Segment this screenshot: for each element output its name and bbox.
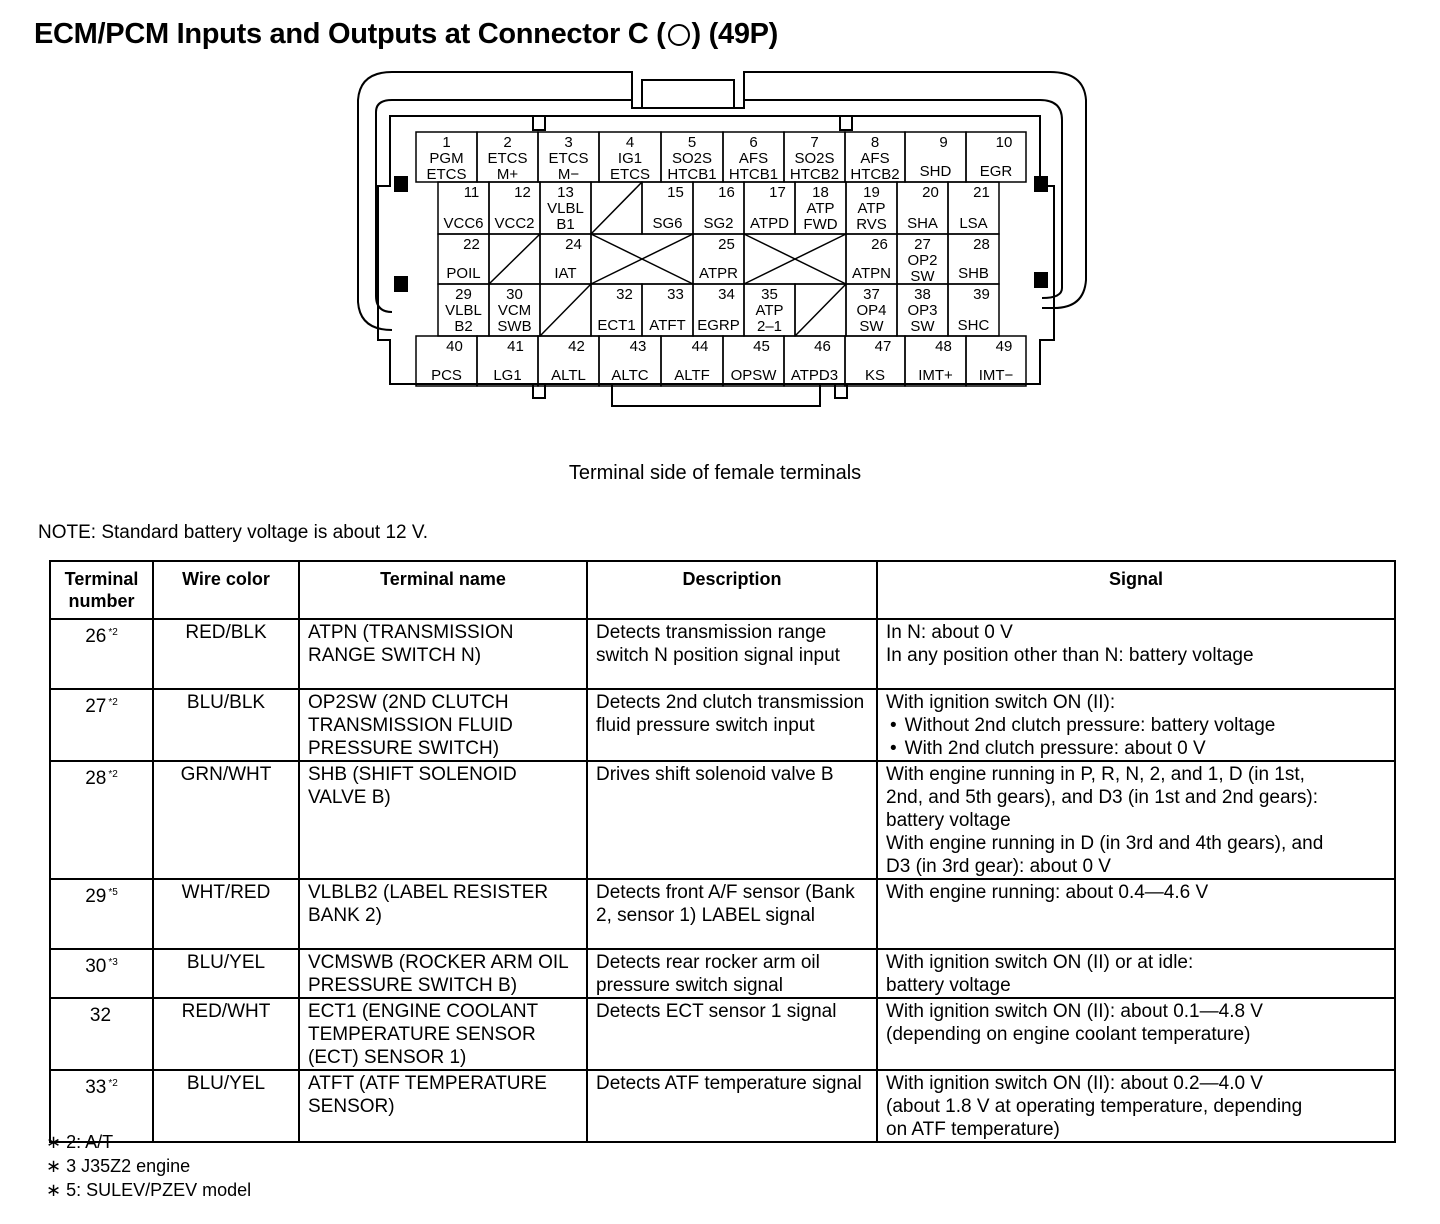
description-cell: Detects transmission range switch N position signal input <box>587 619 877 689</box>
lock-tab-icon <box>1034 272 1048 288</box>
wire-color-cell: WHT/RED <box>153 879 299 949</box>
signal-line: on ATF temperature) <box>886 1119 1060 1140</box>
signal-bullet-line: • Without 2nd clutch pressure: battery voltage <box>886 714 1386 737</box>
pin-number: 22 <box>463 236 480 253</box>
pin-number: 12 <box>514 184 531 201</box>
pin-number: 16 <box>718 184 735 201</box>
pin-label: ALTC <box>611 367 649 384</box>
pin-label: IG1 <box>617 150 643 167</box>
pin-number: 39 <box>973 286 990 303</box>
terminal-number-cell <box>50 879 153 949</box>
wire-color-cell: BLU/YEL <box>153 949 299 998</box>
pin-label: ATPN <box>852 265 891 282</box>
pin-label: ATPD3 <box>790 367 839 384</box>
signal-bullet-line: • With 2nd clutch pressure: about 0 V <box>886 737 1386 760</box>
connector-key-tab <box>533 116 545 130</box>
signal-line: With engine running in P, R, N, 2, and 1, D (in 1st, <box>886 764 1305 785</box>
wire-color-cell: RED/WHT <box>153 998 299 1070</box>
empty-cavity-mark <box>591 182 642 234</box>
pin-label: IMT+ <box>918 367 953 384</box>
signal-line: In any position other than N: battery voltage <box>886 645 1254 666</box>
pin-label: SW <box>910 318 935 335</box>
empty-cavity-mark <box>795 284 846 336</box>
terminal-number-cell <box>50 949 153 998</box>
table-header-row <box>50 561 1395 619</box>
connector-caption: Terminal side of female terminals <box>568 462 862 484</box>
pin-label: EGR <box>979 163 1013 180</box>
signal-cell <box>877 689 1395 761</box>
signal-line: 2nd, and 5th gears), and D3 (in 1st and 2nd gears): <box>886 787 1318 808</box>
signal-line: (about 1.8 V at operating temperature, depending <box>886 1096 1303 1117</box>
pin-number: 5 <box>687 134 697 151</box>
footnote-ref: *2 <box>108 769 118 780</box>
description-cell: Drives shift solenoid valve B <box>587 761 877 879</box>
pin-label: SW <box>859 318 884 335</box>
pin-number: 49 <box>995 338 1013 355</box>
description-cell: Detects ECT sensor 1 signal <box>587 998 877 1070</box>
pin-label: HTCB1 <box>728 166 779 183</box>
footnote-ref: *2 <box>108 627 118 638</box>
pin-label: SHA <box>907 215 938 232</box>
pin-label: OP2 <box>907 252 938 269</box>
pin-label: VLBL <box>445 302 482 319</box>
note: NOTE: Standard battery voltage is about 12 V. <box>38 522 429 543</box>
connector-symbol-icon <box>668 24 690 46</box>
empty-cavity-mark <box>540 284 591 336</box>
pin-label: IAT <box>554 265 577 282</box>
pin-number: 29 <box>455 286 472 303</box>
pin-number: 4 <box>625 134 635 151</box>
signal-line: battery voltage <box>886 810 1011 831</box>
pin-number: 25 <box>718 236 735 253</box>
description-cell: Detects ATF temperature signal <box>587 1070 877 1142</box>
pin-label: 2–1 <box>756 318 783 335</box>
pin-number: 13 <box>557 184 574 201</box>
signal-line: (depending on engine coolant temperature) <box>886 1024 1251 1045</box>
description-cell: Detects front A/F sensor (Bank 2, sensor 1) LABEL signal <box>587 879 877 949</box>
wire-color-cell: BLU/BLK <box>153 689 299 761</box>
wire-color-cell: BLU/YEL <box>153 1070 299 1142</box>
pin-label: EGRP <box>697 317 740 334</box>
pin-number: 44 <box>691 338 709 355</box>
pin-number: 41 <box>507 338 524 355</box>
pin-label: POIL <box>446 265 481 282</box>
table-row <box>50 689 1395 761</box>
signal-line: D3 (in 3rd gear): about 0 V <box>886 856 1111 877</box>
signal-cell <box>877 761 1395 879</box>
pin-number: 43 <box>629 338 647 355</box>
pin-number: 35 <box>761 286 778 303</box>
terminal-name-cell: VCMSWB (ROCKER ARM OIL PRESSURE SWITCH B) <box>299 949 587 998</box>
terminal-number: 27 <box>85 696 107 717</box>
pin-label: B1 <box>556 216 575 233</box>
pin-label: SG6 <box>652 215 683 232</box>
pin-number: 32 <box>616 286 633 303</box>
pin-label: IMT− <box>978 367 1014 384</box>
terminal-name-cell: ECT1 (ENGINE COOLANT TEMPERATURE SENSOR (ECT) SENSOR 1) <box>299 998 587 1070</box>
description-cell: Detects 2nd clutch transmission fluid pressure switch input <box>587 689 877 761</box>
terminal-number: 30 <box>85 956 107 977</box>
pin-label: M− <box>557 166 580 183</box>
pin-label: PGM <box>429 150 464 167</box>
footnote: ∗ 5: SULEV/PZEV model <box>46 1180 252 1200</box>
wire-color-cell: GRN/WHT <box>153 761 299 879</box>
empty-cavity-mark <box>489 234 540 284</box>
pin-label: VCC2 <box>494 215 535 232</box>
pin-label: HTCB2 <box>789 166 840 183</box>
pin-label: ATFT <box>649 317 686 334</box>
pin-label: HTCB1 <box>667 166 717 183</box>
table-row <box>50 949 1395 998</box>
footnote: ∗ 3 J35Z2 engine <box>46 1156 191 1176</box>
signal-cell <box>877 879 1395 949</box>
connector-bottom-key <box>612 384 820 406</box>
pin-label: OP4 <box>856 302 887 319</box>
pin-number: 7 <box>810 134 819 151</box>
terminal-name-cell: VLBLB2 (LABEL RESISTER BANK 2) <box>299 879 587 949</box>
pin-number: 40 <box>446 338 463 355</box>
table-row <box>50 761 1395 879</box>
pin-number: 10 <box>995 134 1013 151</box>
pin-label: ETCS <box>548 150 589 167</box>
pin-number: 42 <box>568 338 585 355</box>
connector-key-tab <box>840 116 852 130</box>
pin-number: 45 <box>753 338 770 355</box>
pin-number: 6 <box>749 134 758 151</box>
footnote-ref: *2 <box>108 697 118 708</box>
connector-diagram <box>350 66 1090 416</box>
pin-label: VLBL <box>547 200 584 217</box>
terminal-name-cell: SHB (SHIFT SOLENOID VALVE B) <box>299 761 587 879</box>
pin-label: SG2 <box>703 215 734 232</box>
signal-cell <box>877 998 1395 1070</box>
pin-number: 28 <box>973 236 990 253</box>
signal-cell <box>877 1070 1395 1142</box>
pin-number: 46 <box>814 338 831 355</box>
io-table <box>49 560 1396 1143</box>
footnote-ref: *5 <box>108 887 118 898</box>
pin-label: ETCS <box>487 150 528 167</box>
signal-line: With engine running: about 0.4—4.6 V <box>886 882 1209 903</box>
pin-label: HTCB2 <box>850 166 900 183</box>
pin-label: VCC6 <box>443 215 484 232</box>
pin-number: 17 <box>769 184 786 201</box>
pin-number: 33 <box>667 286 684 303</box>
pin-label: SHB <box>958 265 989 282</box>
pin-number: 47 <box>874 338 892 355</box>
pin-number: 3 <box>564 134 573 151</box>
pin-label: ALTF <box>674 367 710 384</box>
footnote: ∗ 2: A/T <box>46 1132 114 1152</box>
pin-label: M+ <box>496 166 519 183</box>
terminal-number-cell <box>50 761 153 879</box>
header-terminal-number: Terminal number <box>50 561 153 619</box>
lock-tab-icon <box>394 176 408 192</box>
pin-label: ATP <box>755 302 784 319</box>
pin-label: OPSW <box>730 367 777 384</box>
pin-label: PCS <box>431 367 462 384</box>
pin-number: 48 <box>935 338 952 355</box>
pin-number: 18 <box>812 184 829 201</box>
pin-label: ATP <box>857 200 886 217</box>
terminal-number: 29 <box>85 886 107 907</box>
signal-cell <box>877 619 1395 689</box>
pin-label: ALTL <box>551 367 586 384</box>
signal-line: battery voltage <box>886 975 1011 996</box>
pin-number: 9 <box>939 134 948 151</box>
pin-label: OP3 <box>907 302 938 319</box>
header-wire-color: Wire color <box>153 561 299 619</box>
pin-label: SO2S <box>794 150 835 167</box>
description-cell: Detects rear rocker arm oil pressure switch signal <box>587 949 877 998</box>
pin-label: LG1 <box>493 367 522 384</box>
pin-number: 15 <box>667 184 684 201</box>
terminal-number: 26 <box>85 626 107 647</box>
table-row <box>50 619 1395 689</box>
table-row <box>50 1070 1395 1142</box>
pin-number: 24 <box>565 236 582 253</box>
pin-label: FWD <box>803 216 838 233</box>
terminal-number: 33 <box>85 1077 107 1098</box>
pin-label: B2 <box>454 318 473 335</box>
signal-line: With ignition switch ON (II): about 0.2—4.0 V <box>886 1073 1263 1094</box>
pin-number: 26 <box>871 236 888 253</box>
signal-line: With engine running in D (in 3rd and 4th gears), and <box>886 833 1324 854</box>
page-title: ECM/PCM Inputs and Outputs at Connector C ( ) (49P) <box>34 18 779 50</box>
pin-label: ECT1 <box>597 317 636 334</box>
pin-label: VCM <box>497 302 532 319</box>
footnote-ref: *3 <box>108 957 118 968</box>
pin-number: 19 <box>863 184 880 201</box>
terminal-name-cell: OP2SW (2ND CLUTCH TRANSMISSION FLUID PRESSURE SWITCH) <box>299 689 587 761</box>
pin-number: 38 <box>914 286 931 303</box>
terminal-number-cell <box>50 689 153 761</box>
pin-label: KS <box>864 367 886 384</box>
signal-line: With ignition switch ON (II): <box>886 692 1116 713</box>
terminal-number-cell <box>50 998 153 1070</box>
connector-latch <box>642 80 734 108</box>
terminal-number: 32 <box>89 1005 112 1026</box>
terminal-number-cell <box>50 619 153 689</box>
terminal-name-cell: ATPN (TRANSMISSION RANGE SWITCH N) <box>299 619 587 689</box>
pin-label: SHD <box>919 163 952 180</box>
header-terminal-name: Terminal name <box>299 561 587 619</box>
pin-number: 2 <box>503 134 512 151</box>
pin-number: 21 <box>973 184 990 201</box>
signal-line: In N: about 0 V <box>886 622 1013 643</box>
pin-label: AFS <box>860 150 890 167</box>
pin-label: SHC <box>957 317 990 334</box>
signal-line: With ignition switch ON (II): about 0.1—4.8 V <box>886 1001 1263 1022</box>
terminal-name-cell: ATFT (ATF TEMPERATURE SENSOR) <box>299 1070 587 1142</box>
pin-number: 34 <box>718 286 735 303</box>
pin-label: ETCS <box>426 166 467 183</box>
wire-color-cell: RED/BLK <box>153 619 299 689</box>
footnote-ref: *2 <box>108 1078 118 1089</box>
pin-number: 20 <box>922 184 939 201</box>
signal-line: With ignition switch ON (II) or at idle: <box>886 952 1194 973</box>
pin-number: 11 <box>463 184 480 201</box>
header-signal: Signal <box>877 561 1395 619</box>
terminal-number: 28 <box>85 768 107 789</box>
pin-label: SW <box>910 268 935 285</box>
lock-tab-icon <box>394 276 408 292</box>
table-row <box>50 879 1395 949</box>
pin-label: LSA <box>959 215 988 232</box>
pin-label: ATP <box>806 200 835 217</box>
footnotes <box>46 1130 251 1202</box>
lock-tab-icon <box>1034 176 1048 192</box>
signal-cell <box>877 949 1395 998</box>
pin-number: 1 <box>442 134 451 151</box>
pin-label: ETCS <box>609 166 651 183</box>
pin-number: 27 <box>914 236 931 253</box>
pin-label: SO2S <box>671 150 713 167</box>
header-description: Description <box>587 561 877 619</box>
pin-label: SWB <box>497 318 532 335</box>
pin-label: RVS <box>856 216 887 233</box>
table-row <box>50 998 1395 1070</box>
pin-label: AFS <box>738 150 769 167</box>
pin-label: ATPR <box>699 265 738 282</box>
connector-housing-inner <box>744 100 1062 298</box>
pin-label: ATPD <box>750 215 789 232</box>
pin-number: 37 <box>863 286 880 303</box>
pin-number: 8 <box>870 134 880 151</box>
pin-number: 30 <box>506 286 523 303</box>
